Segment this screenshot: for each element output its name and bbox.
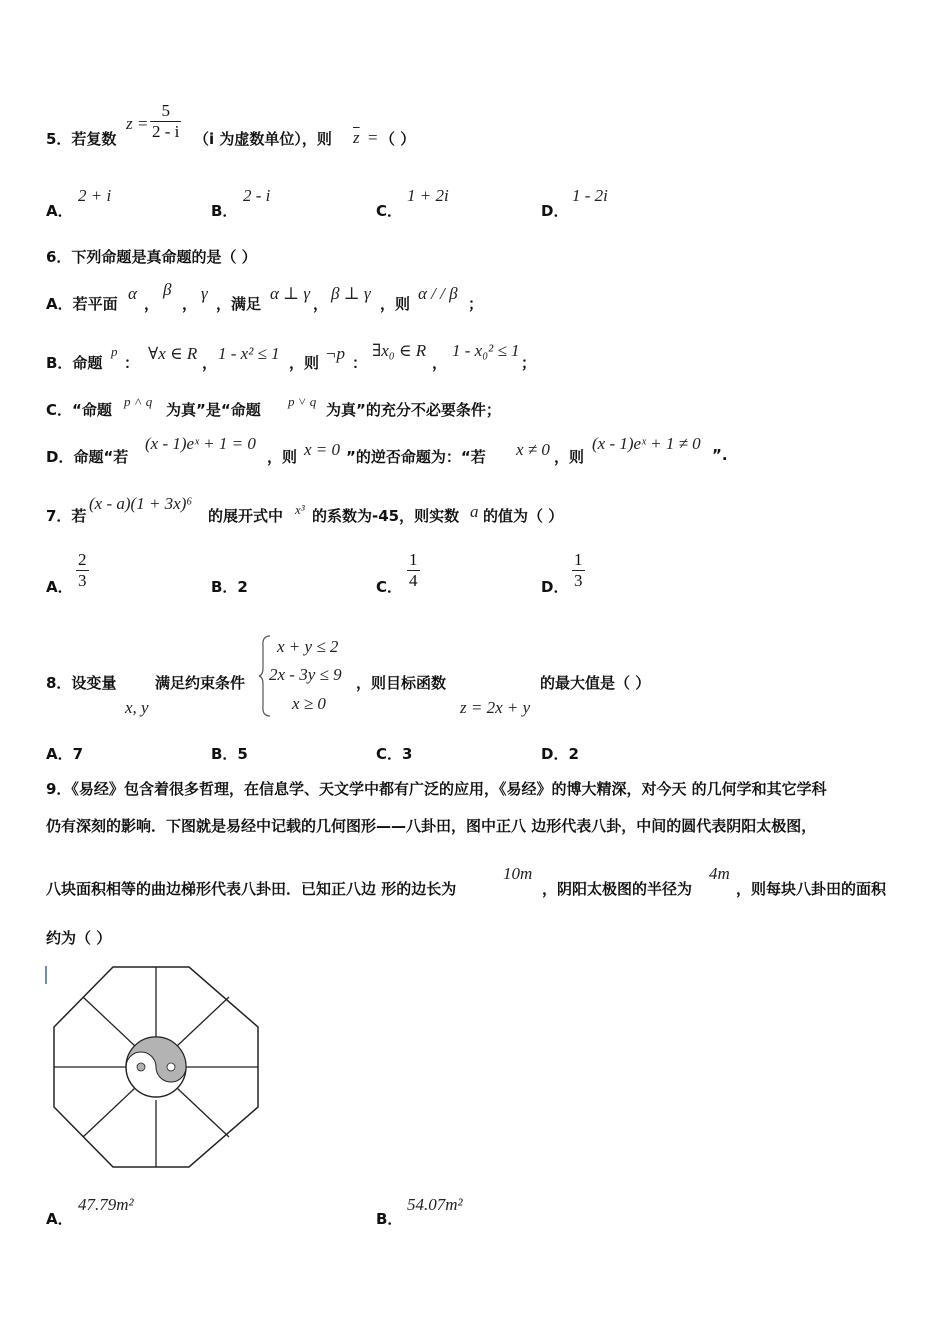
q6-b-colon: ： (124, 354, 140, 372)
q6-b-colon2: ： (352, 354, 368, 372)
q6-a-label: A．若平面 (46, 295, 118, 313)
q6-a-beta: β (163, 280, 172, 299)
bagua-field-figure (44, 960, 266, 1172)
q6-b-label: B．命题 (46, 354, 103, 372)
q6-a-text1: ，满足 (216, 295, 262, 313)
q5-option-a-math: 2 + i (78, 186, 112, 205)
q5-option-d-label: D． (541, 202, 569, 220)
q8-option-d: D．2 (541, 745, 579, 763)
q6-a-perp2: β ⊥ γ (331, 284, 371, 303)
q6-c-and: p ˄ q (124, 394, 153, 409)
q6-b-text1: ，则 (289, 354, 320, 372)
q6-c-text1: 为真”是“命题 (166, 401, 261, 419)
q6-c-label: C．“命题 (46, 401, 112, 419)
q7-a: a (470, 502, 479, 521)
q5-option-c-label: C． (376, 202, 403, 220)
q9-option-b-label: B． (376, 1210, 403, 1228)
q6-c-or: p ˅ q (288, 394, 317, 409)
q5-number: 5．若复数 (46, 130, 117, 148)
q6-d-eq2: x = 0 (304, 440, 341, 459)
q5-option-d-math: 1 - 2i (572, 186, 608, 205)
q6-b-notp: ¬p (325, 344, 345, 363)
q6-b-forall: ∀x ∈ R (148, 344, 198, 363)
q7-option-a-num: 2 (78, 550, 87, 569)
q7-option-d-num: 1 (574, 550, 583, 569)
q5-option-b-label: B． (211, 202, 238, 220)
q6-d-text1: ，则 (267, 448, 298, 466)
q7-option-b: B．2 (211, 578, 248, 596)
q6-a-parallel: α / / β (418, 284, 458, 303)
q6-d-eq4: (x - 1)eˣ + 1 ≠ 0 (592, 434, 701, 453)
q6-d-text2: ”的逆否命题为：“若 (346, 448, 486, 466)
q8-constraint-2: 2x - 3y ≤ 9 (269, 665, 342, 684)
q5-frac-num: 5 (161, 101, 170, 120)
q7-option-d-den: 3 (574, 571, 583, 590)
q5-fraction (150, 101, 181, 142)
q7-option-c-label: C． (376, 578, 403, 596)
q8-constraint-1: x + y ≤ 2 (277, 637, 339, 656)
q6-b-comma1: ， (202, 354, 218, 372)
q6-a-alpha: α (128, 284, 137, 303)
q7-x3: x³ (295, 502, 305, 517)
q7-number: 7．若 (46, 507, 87, 525)
q6-a-gamma: γ (201, 284, 208, 303)
q6-a-end: ； (468, 295, 484, 313)
q8-option-c: C．3 (376, 745, 413, 763)
q6-b-p: p (111, 344, 118, 359)
q6-a-comma2: ， (182, 295, 198, 313)
q7-option-d-fraction (572, 550, 585, 591)
q6-b-comma2: ， (432, 354, 448, 372)
q9-line-3b: ，阴阳太极图的半径为 (542, 880, 693, 898)
q6-b-exists: ∃x₀ ∈ R (372, 341, 427, 360)
q7-option-a-den: 3 (78, 571, 87, 590)
q6-b-end: ； (521, 354, 537, 372)
q9-line-1: 9．《易经》包含着很多哲理，在信息学、天文学中都有广泛的应用，《易经》的博大精深，对今天 的几何学和其它学科 (46, 780, 827, 798)
q7-option-a-fraction (76, 550, 89, 591)
q7-text3: 的值为（ ） (483, 507, 564, 525)
q9-option-a-math: 47.79m² (78, 1195, 134, 1214)
q8-vars: x, y (125, 698, 149, 717)
q7-option-c-den: 4 (409, 571, 418, 590)
q5-option-b-math: 2 - i (243, 186, 271, 205)
q7-expression: (x - a)(1 + 3x)⁶ (89, 494, 193, 513)
q5-option-a-label: A． (46, 202, 73, 220)
q8-option-b: B．5 (211, 745, 248, 763)
q5-eq: = (368, 128, 378, 147)
q6-b-ineq1: 1 - x² ≤ 1 (218, 344, 280, 363)
q9-line-3c: ，则每块八卦田的面积 (736, 880, 887, 898)
q7-text2: 的系数为-45，则实数 (312, 507, 460, 525)
q7-option-a-label: A． (46, 578, 73, 596)
q6-b-ineq2: 1 - x₀² ≤ 1 (452, 341, 520, 360)
q9-line-4: 约为（ ） (46, 929, 112, 947)
q8-text1: 满足约束条件 (155, 674, 246, 692)
q6-stem: 6．下列命题是真命题的是（ ） (46, 248, 257, 266)
q7-option-c-num: 1 (409, 550, 418, 569)
q5-option-c-math: 1 + 2i (407, 186, 449, 205)
q9-radius: 4m (709, 864, 730, 883)
q6-d-text3: ，则 (554, 448, 585, 466)
q5-frac-den: 2 - i (152, 122, 180, 141)
q8-number: 8．设变量 (46, 674, 117, 692)
q5-mid-text: （i 为虚数单位），则 (194, 130, 332, 148)
q6-a-comma3: ， (313, 295, 329, 313)
q8-objective: z = 2x + y (460, 698, 531, 717)
q6-a-perp1: α ⊥ γ (270, 284, 311, 303)
q6-a-comma1: ， (144, 295, 160, 313)
q9-line-3a: 八块面积相等的曲边梯形代表八卦田．已知正八边 形的边长为 (46, 880, 457, 898)
q9-line-2: 仍有深刻的影响．下图就是易经中记载的几何图形——八卦田，图中正八 边形代表八卦，中间的圆代表阴阳太极图， (46, 817, 817, 835)
q9-side-length: 10m (503, 864, 533, 883)
q6-c-text2: 为真”的充分不必要条件； (326, 401, 501, 419)
q5-z-eq: z = (126, 114, 149, 133)
q6-d-eq1: (x - 1)eˣ + 1 = 0 (145, 434, 256, 453)
q9-option-b-math: 54.07m² (407, 1195, 463, 1214)
q7-option-d-label: D． (541, 578, 569, 596)
q6-d-end: ”. (712, 446, 728, 464)
q8-text3: 的最大值是（ ） (540, 674, 651, 692)
q8-option-a: A．7 (46, 745, 84, 763)
q8-text2: ，则目标函数 (356, 674, 447, 692)
q6-d-eq3: x ≠ 0 (516, 440, 550, 459)
q8-constraint-3: x ≥ 0 (292, 694, 326, 713)
q9-option-a-label: A． (46, 1210, 73, 1228)
q6-a-text2: ，则 (380, 295, 411, 313)
q6-d-label: D．命题“若 (46, 448, 129, 466)
q5-paren: （ ） (380, 130, 416, 148)
q5-zbar: $\overline{z}$ (353, 128, 360, 147)
q7-option-c-fraction (407, 550, 420, 591)
q7-text1: 的展开式中 (208, 507, 284, 525)
